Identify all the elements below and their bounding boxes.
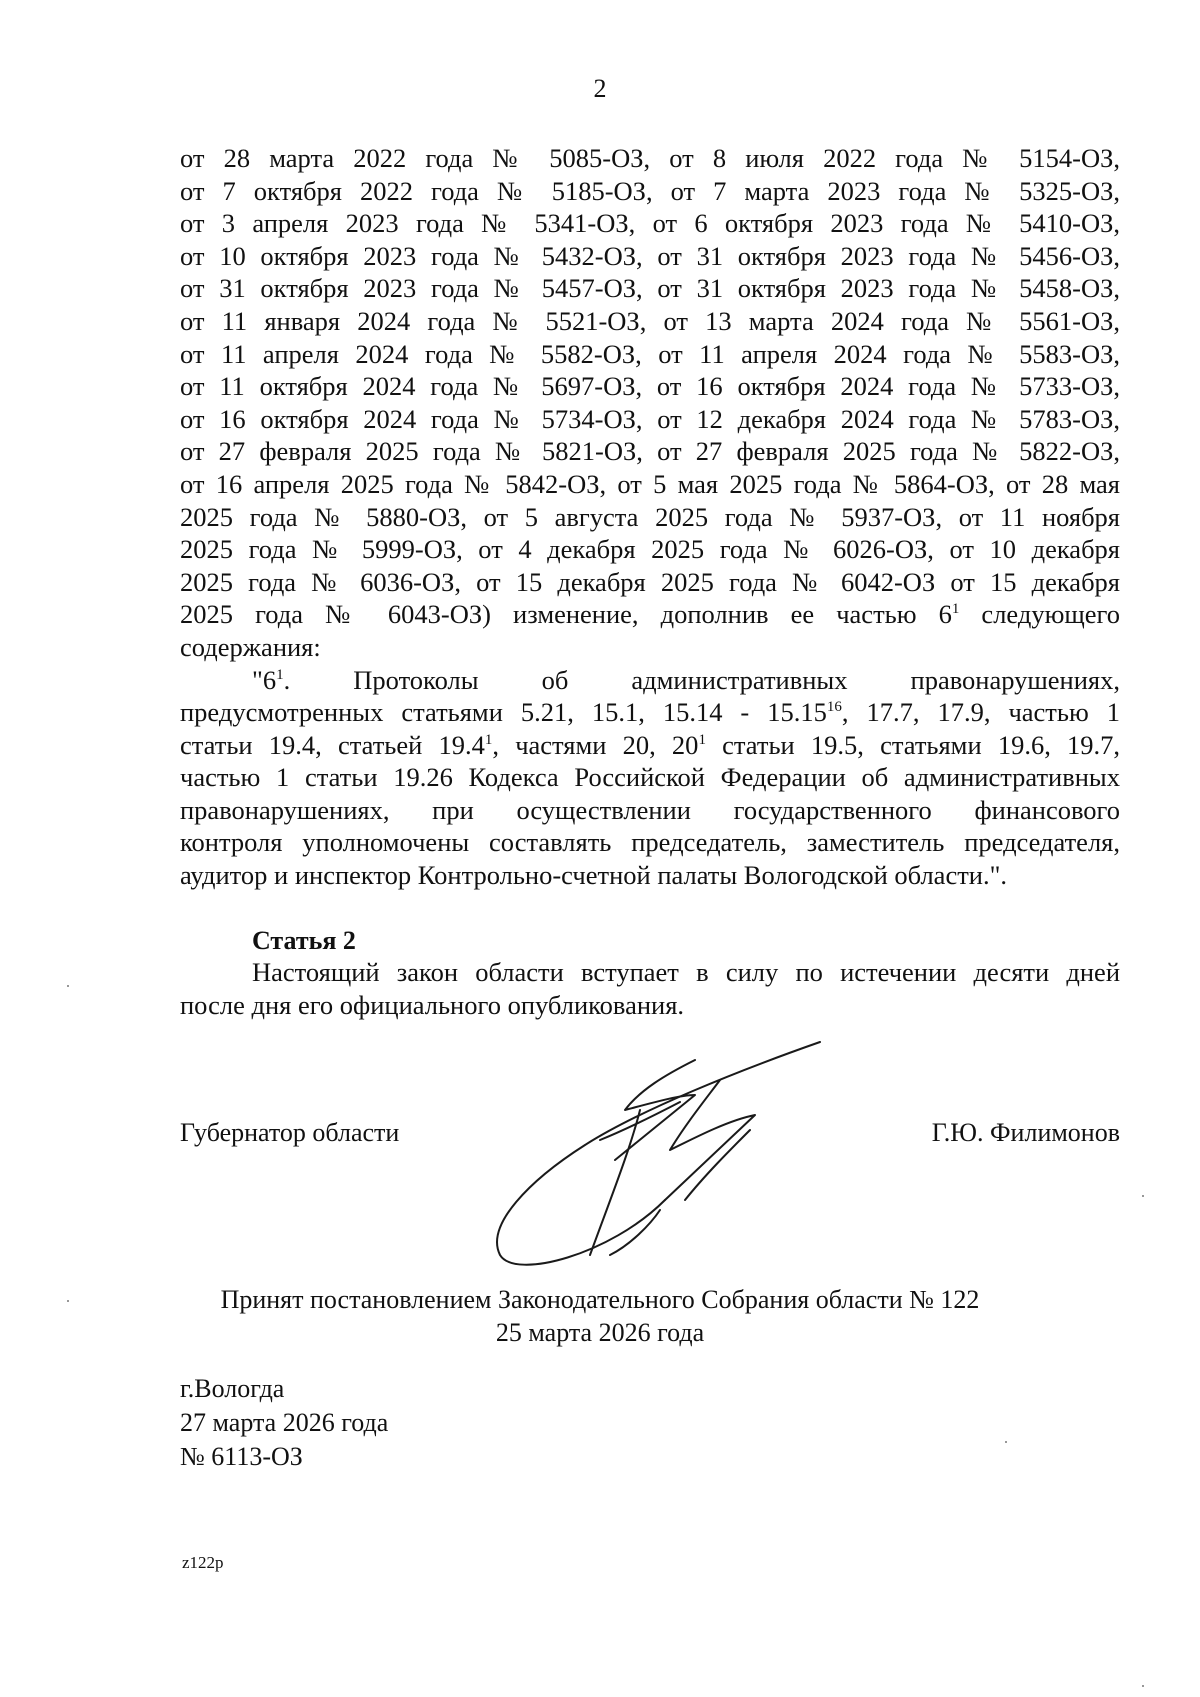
text-line: от 27 февраля 2025 года № 5821-ОЗ, от 27 февраля 2025 года № 5822-ОЗ, — [180, 436, 1120, 467]
text-line: от 28 марта 2022 года № 5085-ОЗ, от 8 июля 2022 года № 5154-ОЗ, — [180, 143, 1120, 173]
signing-details — [180, 1372, 388, 1474]
page-number: 2 — [593, 74, 607, 103]
text-line: от 31 октября 2023 года № 5457-ОЗ, от 31 октября 2023 года № 5458-ОЗ, — [180, 273, 1120, 304]
text-line: от 7 октября 2022 года № 5185-ОЗ, от 7 марта 2023 года № 5325-ОЗ, — [180, 175, 1120, 206]
text-line: от 11 апреля 2024 года № 5582-ОЗ, от 11 апреля 2024 года № 5583-ОЗ, — [180, 338, 1120, 369]
quote-line: статьи 19.4, статьей 19.4$^1$, частями 20, $20^1$ статьи 19.5, статьями 19.6, 19.7, — [180, 729, 1121, 760]
scan-speck — [1005, 1441, 1007, 1443]
text-line: от 16 октября 2024 года № 5734-ОЗ, от 12 декабря 2024 года № 5783-ОЗ, — [180, 403, 1120, 434]
amendment-text — [180, 142, 1120, 892]
law-number: № 6113-ОЗ — [180, 1442, 303, 1471]
text-line: от 11 октября 2024 года № 5697-ОЗ, от 16 октября 2024 года № 5733-ОЗ, — [180, 371, 1120, 402]
text-line: 2025 года № 5880-ОЗ, от 5 августа 2025 года № 5937-ОЗ, от 11 ноября — [180, 501, 1120, 532]
scan-speck — [1142, 1685, 1144, 1687]
quote-line: предусмотренных статьями 5.21, 15.1, 15.14 - 15.15$^{16}$, 17.7, 17.9, частью 1 — [180, 697, 1120, 728]
signing-date: 27 марта 2026 года — [180, 1408, 389, 1437]
text-line: от 3 апреля 2023 года № 5341-ОЗ, от 6 октября 2023 года № 5410-ОЗ, — [180, 208, 1120, 239]
text-line: 2025 года № 6036-ОЗ, от 15 декабря 2025 года № 6042-ОЗ от 15 декабря — [180, 566, 1120, 597]
signature-image — [490, 1040, 830, 1270]
scan-speck — [67, 1300, 69, 1302]
article-2-text — [180, 956, 1120, 1022]
text-line: от 10 октября 2023 года № 5432-ОЗ, от 31 октября 2023 года № 5456-ОЗ, — [180, 240, 1120, 271]
text-line: 2025 года № 5999-ОЗ, от 4 декабря 2025 года № 6026-ОЗ, от 10 декабря — [180, 534, 1120, 565]
quote-line: контроля уполномочены составлять председатель, заместитель председателя, — [180, 827, 1120, 858]
scan-speck — [1142, 1195, 1144, 1197]
adoption-line: Принят постановлением Законодательного Собрания области № 122 — [220, 1285, 980, 1314]
text-line: Настоящий закон области вступает в силу по истечении десяти дней — [252, 957, 1120, 987]
quote-line: частью 1 статьи 19.26 Кодекса Российской Федерации об административных — [180, 762, 1120, 793]
text-line: от 11 января 2024 года № 5521-ОЗ, от 13 марта 2024 года № 5561-ОЗ, — [180, 305, 1120, 336]
adoption-note — [0, 1283, 1200, 1349]
quote-line: правонарушениях, при осуществлении государственного финансового — [180, 794, 1120, 825]
governor-title: Губернатор области — [180, 1118, 400, 1147]
city: г.Вологда — [180, 1374, 285, 1403]
governor-name: Г.Ю. Филимонов — [931, 1118, 1120, 1147]
quote-line: "$6^1$. Протоколы об административных правонарушениях, — [252, 664, 1120, 695]
document-code: z122p — [182, 1553, 224, 1572]
text-line: 2025 года № 6043-ОЗ) изменение, дополнив ее частью $6^1$ следующего — [180, 599, 1120, 630]
quote-line: аудитор и инспектор Контрольно-счетной палаты Вологодской области.". — [180, 860, 1008, 891]
adoption-date: 25 марта 2026 года — [495, 1318, 705, 1347]
text-line: от 16 апреля 2025 года № 5842-ОЗ, от 5 мая 2025 года № 5864-ОЗ, от 28 мая — [180, 468, 1120, 499]
article-2-heading: Статья 2 — [252, 926, 356, 955]
text-line: после дня его официального опубликования. — [180, 990, 685, 1020]
scan-speck — [67, 985, 69, 987]
text-line: содержания: — [180, 631, 321, 662]
